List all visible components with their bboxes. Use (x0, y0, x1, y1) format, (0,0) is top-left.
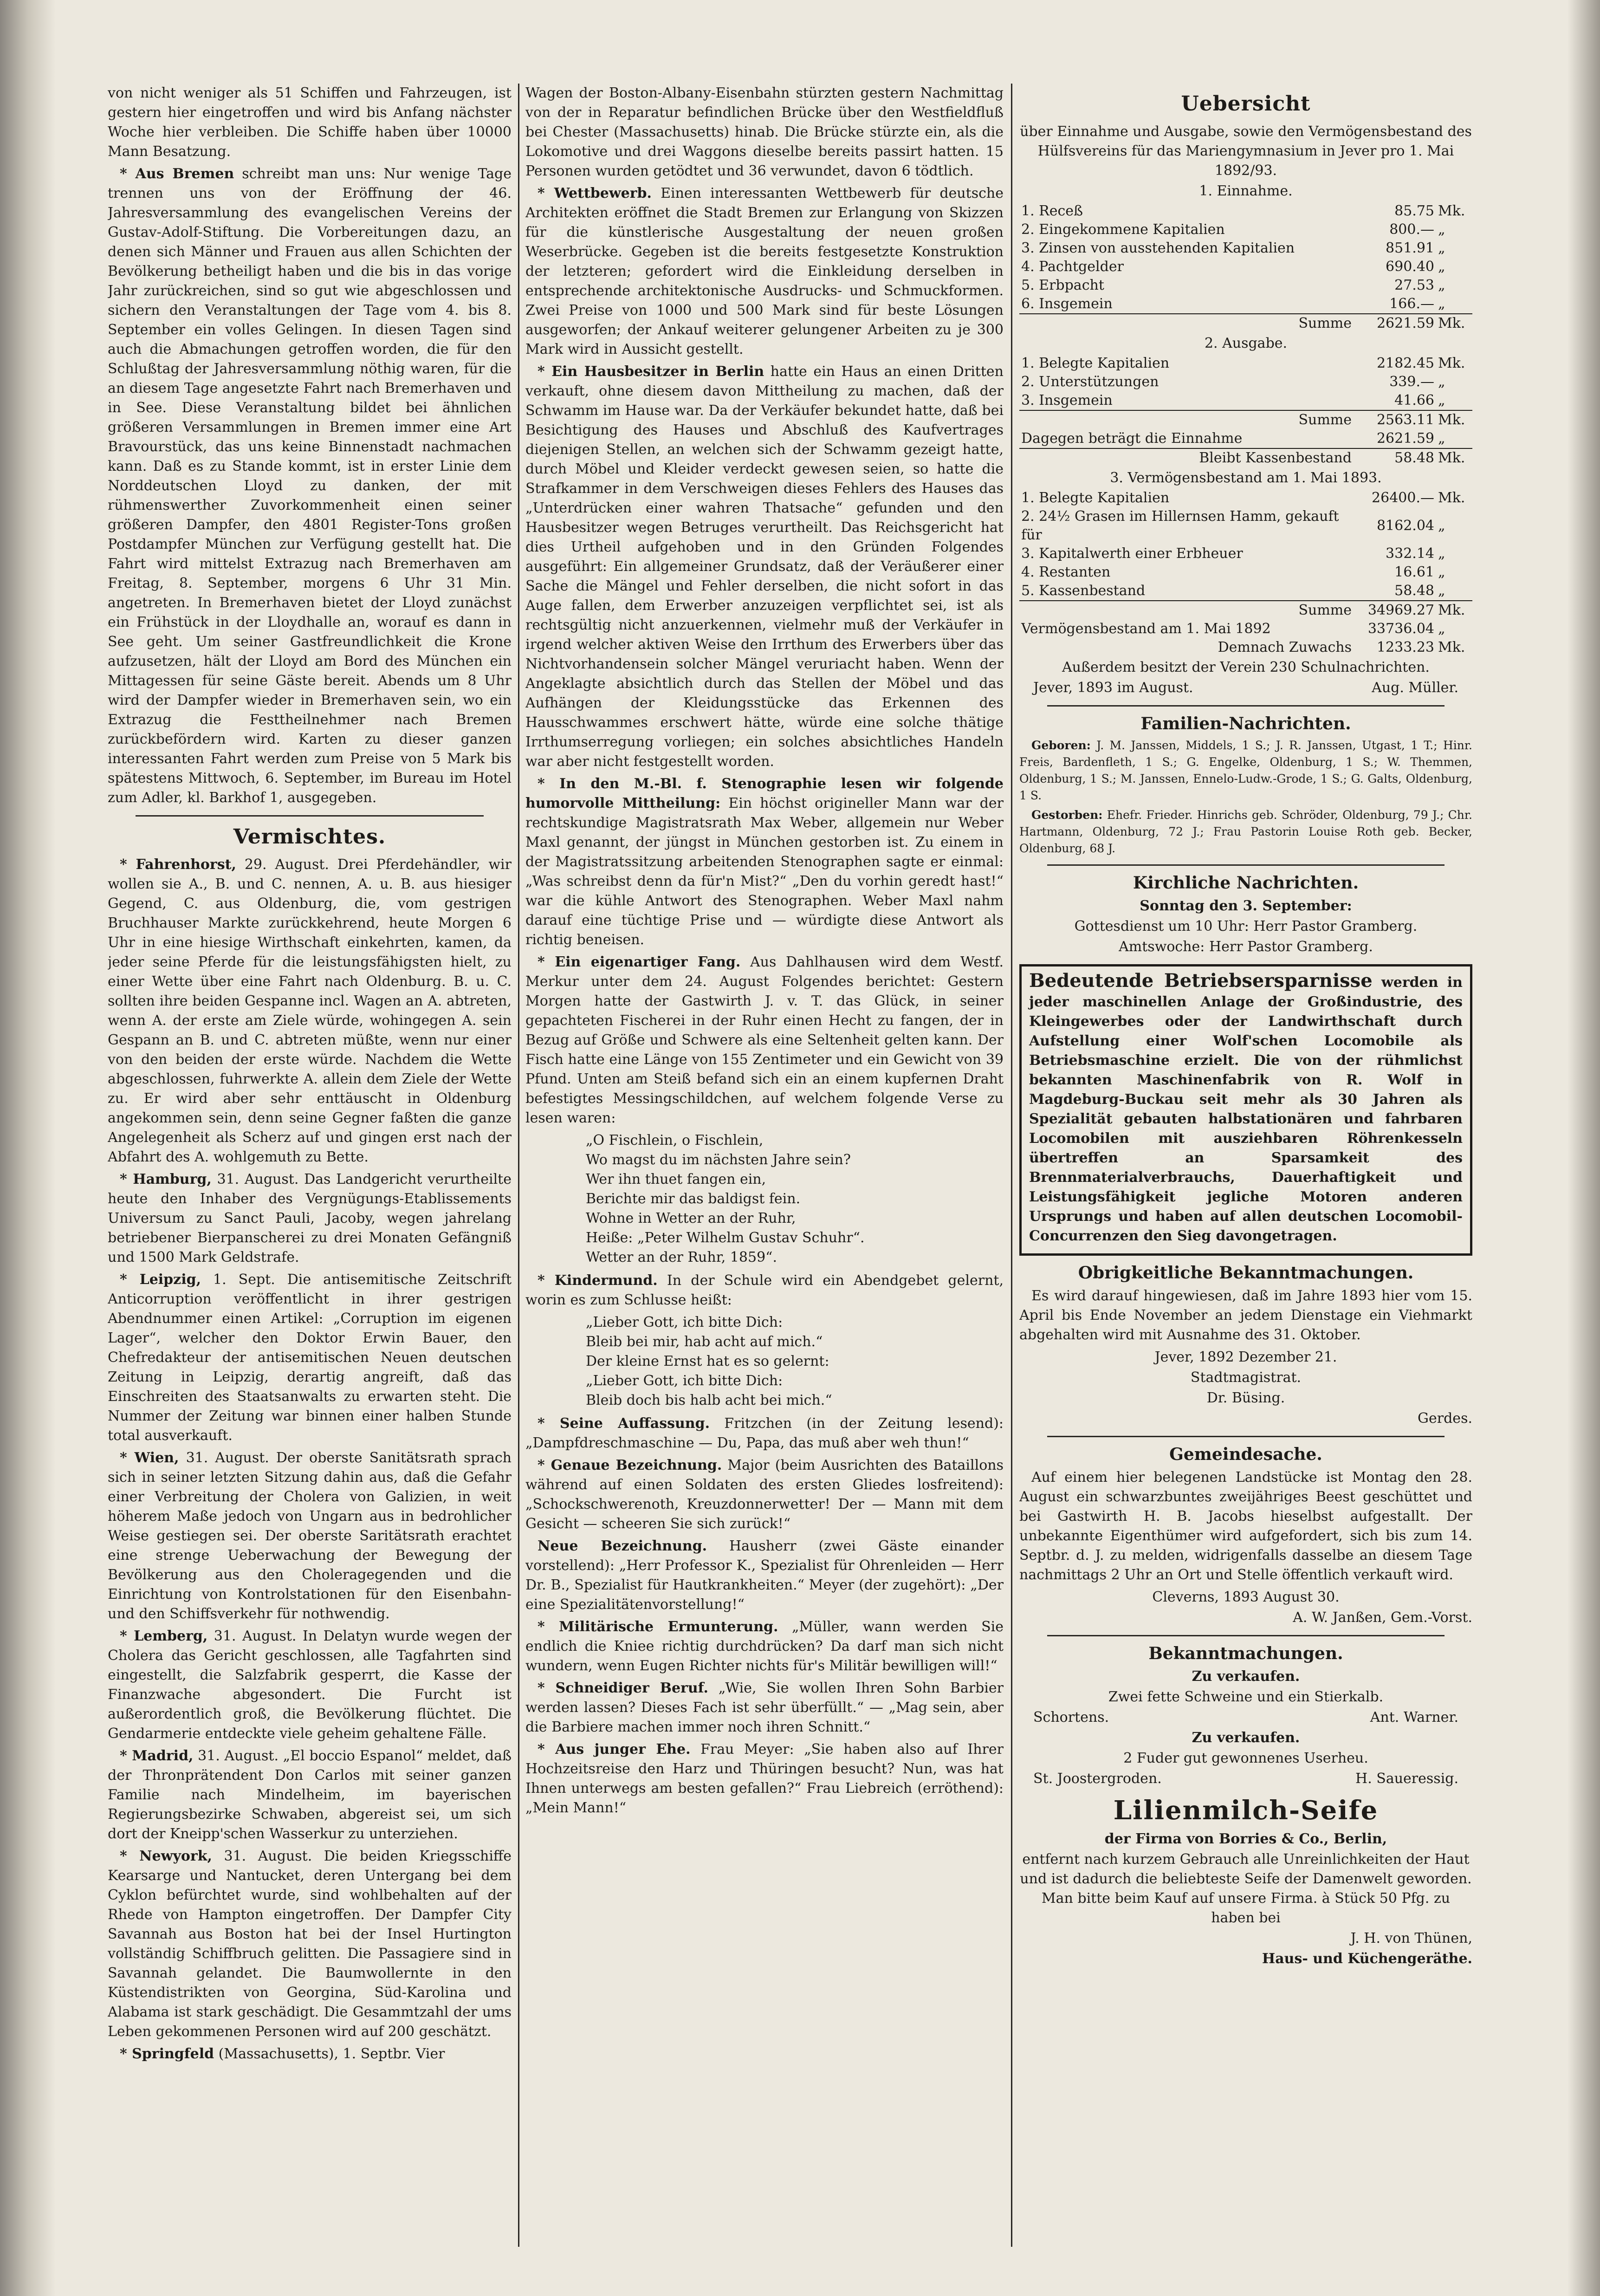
section-heading: Bekanntmachungen. (1148, 1644, 1343, 1663)
table-row: 3. Insgemein 41.66 „ (1021, 392, 1445, 409)
report-signature: Jever, 1893 im August. Aug. Müller. (1033, 680, 1458, 696)
poem (525, 1313, 1004, 1410)
paragraph: Es wird darauf hingewiesen, daß im Jahre 1893 hier vom 15. April bis Ende November an jedem Dienstage ein Viehmarkt abgehalten wird mit Ausnahme des 31. Oktober. (1019, 1288, 1472, 1343)
table-row: 5. Kassenbestand 58.48 „ (1021, 583, 1445, 599)
notice-text: 2 Fuder gut gewonnenes Userheu. (1123, 1750, 1368, 1766)
news-list (525, 1414, 1004, 1818)
paragraph: Wagen der Boston-Albany-Eisenbahn stürzten gestern Nachmittag von der in Reparatur befindlichen Brücke über den Westfieldfluß bei Chester (Massachusetts) hinab. Die Brücke stürzte ein, als die Lokomotive und drei Waggons dieselbe bereits passirt hatten. 15 Personen wurden getödtet und 36 verwundet, davon 6 tödtlich. (525, 85, 1004, 179)
divider (1047, 864, 1445, 866)
news-item: * Madrid, 31. August. „El boccio Espanol“ meldet, daß der Thronprätendent Don Carlos mit seiner ganzen Familie nach Mindelheim, im bayerischen Regierungsbezirke Schwaben, abgereist sei, um sich dort der Kneipp'schen Wasserkur zu unterziehen. (108, 1748, 512, 1842)
news-item: * Hamburg, 31. August. Das Landgericht verurtheilte heute den Inhaber des Vergnügungs-Etablissements Universum zu Sanct Pauli, Jacoby, wegen jahrelang betriebener Bierpanscherei zu drei Monaten Gefängniß und 1500 Mark Geldstrafe. (108, 1171, 512, 1265)
paragraph: von nicht weniger als 51 Schiffen und Fahrzeugen, ist gestern hier eingetroffen und wird bis Anfang nächster Woche hier verbleiben. Die Schiffe haben über 10000 Mann Besatzung. (108, 85, 512, 160)
table-row: 4. Pachtgelder 690.40 „ (1021, 259, 1445, 275)
notice-text: Zwei fette Schweine und ein Stierkalb. (1108, 1689, 1384, 1705)
table-row: 4. Restanten 16.61 „ (1021, 564, 1445, 580)
section-heading: Kirchliche Nachrichten. (1133, 873, 1359, 893)
church-line: Gottesdienst um 10 Uhr: Herr Pastor Gramberg. (1074, 918, 1418, 934)
poem-line: Bleib bei mir, hab acht auf mich.“ (586, 1334, 823, 1350)
signature: Gerdes. (1418, 1410, 1472, 1427)
news-item: * Kindermund. In der Schule wird ein Abendgebet gelernt, worin es zum Schlusse heißt: (525, 1272, 1004, 1308)
column-rule (518, 84, 519, 2247)
soap-ad-seller-trade: Haus- und Küchengeräthe. (1262, 1951, 1472, 1967)
divider (1047, 1436, 1445, 1437)
news-item: * Militärische Ermunterung. „Müller, wann werden Sie endlich die Kniee richtig durchdrücken? Da darf man sich nicht wundern, wenn Eugen Richter nichts für's Militär bewilligen will!“ (525, 1619, 1004, 1674)
date-line: Jever, 1892 Dezember 21. (1154, 1349, 1337, 1365)
notice-title: Zu verkaufen. (1192, 1730, 1300, 1746)
divider (136, 815, 484, 817)
table-row: 2. Unterstützungen 339.— „ (1021, 374, 1445, 390)
news-list (525, 1271, 1004, 1310)
table-row: Summe 2563.11 Mk. (1019, 410, 1472, 429)
table-row: Bleibt Kassenbestand 58.48 Mk. (1019, 448, 1472, 467)
notice-title: Zu verkaufen. (1192, 1668, 1300, 1685)
family-notices (1019, 737, 1472, 857)
report-section: 1. Einnahme. (1199, 183, 1293, 199)
page-edge (1568, 0, 1600, 2296)
news-item: * Wien, 31. August. Der oberste Sanitätsrath sprach sich in seiner letzten Sitzung dahin aus, daß die Gefahr einer Verbreitung der Cholera von Galizien, in weit höherem Maße jedoch von Ungarn aus in bedrohlicher Weise gestiegen sei. Der oberste Saritätsrath erachtet eine strenge Ueberwachung der Bewegung der Bevölkerung aus den Choleragegenden und die Einrichtung von Kontrolstationen für den Eisenbahn- und den Schiffsverkehr für nothwendig. (108, 1450, 512, 1622)
poem-line: „Lieber Gott, ich bitte Dich: (586, 1373, 783, 1389)
column-rule (1011, 84, 1012, 2247)
soap-ad-firm: der Firma von Borries & Co., Berlin, (1104, 1831, 1387, 1847)
assets-table (1019, 489, 1472, 657)
news-item: * Genaue Bezeichnung. Major (beim Ausrichten des Bataillons während auf einen Soldaten des ersten Gliedes losfreitend): „Schockschwerenoth, Kreuzdonnerwetter! Der — Mann mit dem Gesicht — scheeren Sie sich zurück!“ (525, 1457, 1004, 1532)
poem-line: Wetter an der Ruhr, 1859“. (586, 1249, 777, 1265)
news-item: * Ein eigenartiger Fang. Aus Dahlhausen wird dem Westf. Merkur unter dem 24. August Folgendes berichtet: Gestern Morgen hatte der Gastwirth J. v. T. das Glück, in seiner gepachteten Fischerei in der Ruhr einen Hecht zu fangen, der in Bezug auf Größe und Schwere als eine Seltenheit gelten kann. Der Fisch hatte eine Länge von 155 Zentimeter und ein Gewicht von 39 Pfund. Unten am Steiß befand sich ein an einem kupfernen Draht befestigtes Messingschildchen, auf welchem folgende Verse zu lesen waren: (525, 954, 1004, 1126)
notice-signature: St. Joostergroden. H. Saueressig. (1033, 1771, 1458, 1787)
report-note: Außerdem besitzt der Verein 230 Schulnachrichten. (1062, 659, 1430, 675)
table-row: Summe 2621.59 Mk. (1019, 314, 1472, 333)
table-row: Dagegen beträgt die Einnahme 2621.59 „ (1021, 430, 1445, 447)
poem-line: Wo magst du im nächsten Jahre sein? (586, 1152, 851, 1168)
section-heading: Familien-Nachrichten. (1140, 714, 1351, 733)
newspaper-page (108, 84, 1472, 2247)
table-row: 5. Erbpacht 27.53 „ (1021, 277, 1445, 293)
binding-shadow (0, 0, 56, 2296)
report-subtitle: über Einnahme und Ausgabe, sowie den Vermögensbestand des Hülfsvereins für das Mariengymnasium in Jever pro 1. Mai 1892/93. (1020, 123, 1472, 179)
date-line: Cleverns, 1893 August 30. (1152, 1589, 1340, 1605)
signature: Dr. Büsing. (1206, 1390, 1285, 1406)
divider (1047, 705, 1445, 707)
column-left (108, 84, 512, 2247)
poem-line: Bleib doch bis halb acht bei mich.“ (586, 1392, 832, 1408)
church-day: Sonntag den 3. September: (1140, 898, 1352, 914)
news-item: * Aus junger Ehe. Frau Meyer: „Sie haben also auf Ihrer Hochzeitsreise den Harz und Thüringen besucht? Nun, was hat Ihnen unterwegs am besten gefallen?“ Frau Liebreich (erröthend): „Mein Mann!“ (525, 1741, 1004, 1816)
signature: A. W. Janßen, Gem.-Vorst. (1293, 1609, 1472, 1626)
news-list (525, 184, 1004, 1128)
table-row: 6. Insgemein 166.— „ (1021, 296, 1445, 312)
report-title: Uebersicht (1181, 92, 1311, 116)
report-section: 3. Vermögensbestand am 1. Mai 1893. (1110, 470, 1382, 486)
ad-text: Bedeutende Betriebsersparnisse werden in jeder maschinellen Anlage der Großindustrie, des Kleingewerbes oder der Landwirthschaft durch Aufstellung einer Wolf'schen Locomobile als Betriebsmaschine erzielt. Die von der rühmlichst bekannten Maschinenfabrik von R. Wolf in Magdeburg-Buckau seit mehr als 30 Jahren als Spezialität gebauten halbstationären und fahrbaren Locomobilen mit ausziehbaren Röhrenkesseln übertreffen an Sparsamkeit des Brennmaterialverbrauchs, Dauerhaftigkeit und Leistungsfähigkeit jegliche Motoren anderen Ursprungs und haben auf allen deutschen Locomobil-Concurrenzen den Sieg davongetragen. (1029, 970, 1463, 1244)
poem-line: Wohne in Wetter an der Ruhr, (586, 1210, 796, 1226)
soap-ad-seller: J. H. von Thünen, (1350, 1930, 1472, 1946)
news-item: * Fahrenhorst, 29. August. Drei Pferdehändler, wir wollen sie A., B. und C. nennen, A. u. B. aus hiesiger Gegend, C. aus Oldenburg, die, vom gestrigen Bruchhauser Markte zurückkehrend, heute Morgen 6 Uhr in eine hiesige Wirthschaft einkehrten, kamen, da jeder seine Pferde für die leistungsfähigsten hielt, zu einer Wette über eine Fahrt nach Oldenburg. B. u. C. sollten ihre beiden Gespanne incl. Wagen an A. abtreten, wenn A. der erste am Ziele würde, wohingegen A. sein Gespann an B. und C. abtreten müßte, wenn nur einer von den beiden der erste würde. Nachdem die Wette abgeschlossen, fuhrwerkte A. allein dem Ziele der Wette zu. Er wird aber sehr enttäuscht in Oldenburg angekommen sein, denn seine Gegner faßten die ganze Angelegenheit als Scherz auf und gingen erst nach der Abfahrt des A. wohlgemuth zu Bette. (108, 856, 512, 1165)
advertisement-box (1019, 964, 1472, 1256)
news-item: * Springfeld (Massachusetts), 1. Septbr. Vier (120, 2046, 445, 2062)
poem (525, 1131, 1004, 1267)
paragraph: * Aus Bremen schreibt man uns: Nur wenige Tage trennen uns von der Eröffnung der 46. Jahresversammlung des evangelischen Vereins der Gustav-Adolf-Stiftung. Die Vorbereitungen dazu, an denen sich Männer und Frauen aus allen Schichten der Bevölkerung betheiligt haben und die bis in das vorige Jahr zurückreichen, sind so gut wie abgeschlossen und sichern den Veranstaltungen der Tage vom 4. bis 8. September ein volles Gelingen. In diesen Tagen sind auch die Abmachungen getroffen worden, die für den Schlußtag der Jahresversammlung nöthig waren, für die an diesem Tage angesetzte Fahrt nach Bremerhaven und in See. Diese Veranstaltung bildet bei ähnlichen größeren Versammlungen in Bremen immer eine Art Bravourstück, das uns keine Binnenstadt nachmachen kann. Daß es zu Stande kommt, ist in erster Linie dem Norddeutschen Lloyd zu danken, der mit rühmenswerther Zuvorkommenheit einen seiner größeren Dampfer, den 4801 Register-Tons großen Postdampfer München zur Verfügung gestellt hat. Die Fahrt wird mittelst Extrazug nach Bremerhaven am Freitag, 8. September, morgens 6 Uhr 31 Min. angetreten. In Bremerhaven bietet der Lloyd zunächst ein Frühstück in der Lloydhalle an, worauf es dann in See geht. Um seiner Gastfreundlichkeit die Krone aufzusetzen, hält der Lloyd am Bord des München ein Mittagessen für seine Gäste bereit. Abends um 8 Uhr wird der Dampfer wieder in Bremerhaven sein, wo ein Extrazug die Festtheilnehmer nach Bremen zurückbefördern wird. Karten zu dieser ganzen interessanten Fahrt werden zum Preise von 5 Mark bis spätestens Mittwoch, 6. September, im Bureau im Hotel zum Adler, kl. Barkhof 1, ausgegeben. (108, 166, 512, 806)
paragraph: Gestorben: Ehefr. Frieder. Hinrichs geb. Schröder, Oldenburg, 79 J.; Chr. Hartmann, Oldenburg, 72 J.; Frau Pastorin Louise Roth geb. Becker, Oldenburg, 68 J. (1019, 808, 1472, 855)
table-row: 3. Kapitalwerth einer Erbheuer 332.14 „ (1021, 545, 1445, 562)
news-item: * Lemberg, 31. August. In Delatyn wurde wegen der Cholera das Gericht geschlossen, alle Tagfahrten sind eingestellt, die Salzfabrik gesperrt, die Kasse der Finanzwache abgesondert. Die Furcht ist außerordentlich groß, die Bevölkerung flüchtet. Die Gendarmerie entdeckte viele geheim gehaltene Fälle. (108, 1628, 512, 1742)
table-row: Demnach Zuwachs 1233.23 Mk. (1218, 639, 1465, 655)
paragraph: Auf einem hier belegenen Landstücke ist Montag den 28. August ein schwarzbuntes zweijähriges Beest geschüttet und bei Gastwirth H. B. Jacobs hieselbst aufgestallt. Der unbekannte Eigenthümer wird aufgefordert, sich bis zum 14. Septbr. d. J. zu melden, widrigenfalls dasselbe an diesem Tage nachmittags 2 Uhr an Ort und Stelle öffentlich verkauft wird. (1019, 1469, 1472, 1583)
report-section: 2. Ausgabe. (1204, 335, 1288, 351)
table-row: 1. Belegte Kapitalien 26400.— Mk. (1021, 490, 1465, 506)
news-item: * Schneidiger Beruf. „Wie, Sie wollen Ihren Sohn Barbier werden lassen? Dieses Fach ist sehr überfüllt.“ — „Mag sein, aber die Barbiere machen immer noch ihren Schnitt.“ (525, 1680, 1004, 1735)
poem-line: Der kleine Ernst hat es so gelernt: (586, 1353, 829, 1369)
news-item: * Wettbewerb. Einen interessanten Wettbewerb für deutsche Architekten eröffnet die Stadt Bremen zur Erlangung von Skizzen für die künstlerische Ausgestaltung der neuen großen Weserbrücke. Gegeben ist die bereits festgesetzte Konstruktion der letzteren; gefordert wird die Einkleidung derselben in entsprechende architektonische Ausdrucks- und Schmuckformen. Zwei Preise von 1000 und 500 Mark sind für beste Lösungen ausgeworfen; der Ankauf weiterer gelungener Arbeiten zu je 300 Mark wird in Aussicht gestellt. (525, 185, 1004, 357)
news-item: * In den M.-Bl. f. Stenographie lesen wir folgende humorvolle Mittheilung: Ein höchst origineller Mann war der rechtskundige Magistratsrath Max Weber, allgemein nur Weber Maxl genannt, der jüngst in München gestorben ist. Zu einem in der Magistratssitzung arbeitenden Stenographen sagte er einmal: „Was schreibst denn da für'n Mist?“ „Den du vorhin geredt hast!“ war die kühle Antwort des Stenographen. Weber Maxl nahm darauf eine tüchtige Prise und — würdigte diese Antwort als richtig beneisen. (525, 776, 1004, 948)
news-item: * Seine Auffassung. Fritzchen (in der Zeitung lesend): „Dampfdreschmaschine — Du, Papa, das muß aber weh thun!“ (525, 1415, 1004, 1451)
table-row: 3. Zinsen von ausstehenden Kapitalien 851.91 „ (1021, 240, 1445, 256)
income-table (1019, 202, 1472, 333)
column-middle (525, 84, 1004, 2247)
signature: Stadtmagistrat. (1190, 1369, 1302, 1386)
table-row: 2. Eingekommene Kapitalien 800.— „ (1021, 221, 1445, 238)
column-right (1019, 84, 1472, 2247)
church-line: Amtswoche: Herr Pastor Gramberg. (1119, 939, 1373, 955)
news-list (108, 855, 512, 2064)
news-item: Neue Bezeichnung. Hausherr (zwei Gäste einander vorstellend): „Herr Professor K., Spezialist für Ohrenleiden — Herr Dr. B., Spezialist für Hautkrankheiten.“ Meyer (der zugehört): „Der eine Spezialitätenvorstellung!“ (525, 1538, 1004, 1613)
soap-ad-text: entfernt nach kurzem Gebrauch alle Unreinlichkeiten der Haut und ist dadurch die beliebteste Seife der Damenwelt geworden. Man bitte beim Kauf auf unsere Firma. à Stück 50 Pfg. zu haben bei (1020, 1851, 1472, 1926)
section-heading: Gemeindesache. (1169, 1445, 1322, 1464)
table-row: 1. Receß 85.75 Mk. (1021, 203, 1465, 219)
poem-line: „O Fischlein, o Fischlein, (586, 1132, 764, 1148)
poem-line: Heiße: „Peter Wilhelm Gustav Schuhr“. (586, 1230, 865, 1246)
poem-line: Wer ihn thuet fangen ein, (586, 1171, 766, 1187)
table-row: 1. Belegte Kapitalien 2182.45 Mk. (1021, 355, 1465, 371)
divider (1047, 1635, 1445, 1636)
poem-line: Berichte mir das baldigst fein. (586, 1191, 801, 1207)
paragraph: Geboren: J. M. Janssen, Middels, 1 S.; J. R. Janssen, Utgast, 1 T.; Hinr. Freis, Bardenfleth, 1 S.; G. Engelke, Oldenburg, 1 S.; W. Themmen, Oldenburg, 1 S.; M. Janssen, Ennelo-Ludw.-Grode, 1 S.; G. Galts, Oldenburg, 1 S. (1019, 739, 1472, 802)
news-item: * Newyork, 31. August. Die beiden Kriegsschiffe Kearsarge und Nantucket, deren Untergang bei dem Cyklon befürchtet wurde, sind wohlbehalten auf der Rhede von Hampton eingetroffen. Der Dampfer City Savannah aus Boston hat bei der Insel Hurtington vollständig Schiffbruch gelitten. Die Passagiere sind in Savannah gelandet. Die Baumwollernte in den Küstendistrikten von Georgina, Süd-Karolina und Alabama ist stark geschädigt. Die Gesammtzahl der ums Leben gekommenen Personen wird auf 200 geschätzt. (108, 1848, 512, 2040)
expense-table (1019, 354, 1472, 467)
news-item: * Ein Hausbesitzer in Berlin hatte ein Haus an einen Dritten verkauft, ohne diesem davon Mittheilung zu machen, daß der Schwamm im Hause war. Da der Verkäufer bekundet hatte, daß bei Besichtigung des Hauses und Abschluß des Kaufvertrages diejenigen Stellen, an welchen sich der Schwamm gezeigt hatte, durch Möbel und Kleider verdeckt gewesen seien, so hatte die Strafkammer in dem Verschweigen dieses Fehlers des Hauses das „Unterdrücken einer wahren Thatsache“ gefunden und den Hausbesitzer wegen Betruges verurtheilt. Das Reichsgericht hat dies Urtheil aufgehoben und in den Gründen Folgendes ausgeführt: Ein allgemeiner Grundsatz, daß der Veräußerer einer Sache die Mängel und Fehler derselben, die nicht sofort in das Auge fallen, dem Erwerber anzuzeigen verpflichtet sei, ist als rechtsgültig nicht anzuerkennen, vielmehr muß der Verkäufer in irgend welcher aktiven Weise den Irrthum des Erwerbers über das Nichtvorhandensein solcher Mängel veruriacht haben. Wenn der Angeklagte absichtlich durch das Stellen der Möbel und das Aufhängen der Kleidungsstücke das Erkennen des Hausschwammes erschwert hätte, würde eine solche thätige Irrthumserregung vorliegen; ein solches absichtliches Handeln war aber nicht festgestellt worden. (525, 363, 1004, 770)
table-row: 2. 24½ Grasen im Hillernsen Hamm, gekauft für 8162.04 „ (1021, 508, 1445, 543)
section-heading: Vermischtes. (233, 825, 386, 849)
soap-ad-title: Lilienmilch-Seife (1113, 1795, 1379, 1826)
table-row: Vermögensbestand am 1. Mai 1892 33736.04 „ (1021, 621, 1445, 637)
poem-line: „Lieber Gott, ich bitte Dich: (586, 1314, 783, 1330)
notice-signature: Schortens. Ant. Warner. (1033, 1709, 1458, 1725)
table-row: Summe 34969.27 Mk. (1019, 601, 1472, 620)
news-item: * Leipzig, 1. Sept. Die antisemitische Zeitschrift Anticorruption veröffentlicht in ihrer gestrigen Abendnummer einen Artikel: „Corruption im eigenen Lager“, welcher den Doktor Erwin Bauer, den Chefredakteur der antisemitischen Neuen deutschen Zeitung in Leipzig, derartig angreift, daß das Einschreiten des Staatsanwalts zu erwarten steht. Die Nummer der Zeitung war binnen einer halben Stunde total ausverkauft. (108, 1271, 512, 1444)
section-heading: Obrigkeitliche Bekanntmachungen. (1078, 1263, 1414, 1283)
